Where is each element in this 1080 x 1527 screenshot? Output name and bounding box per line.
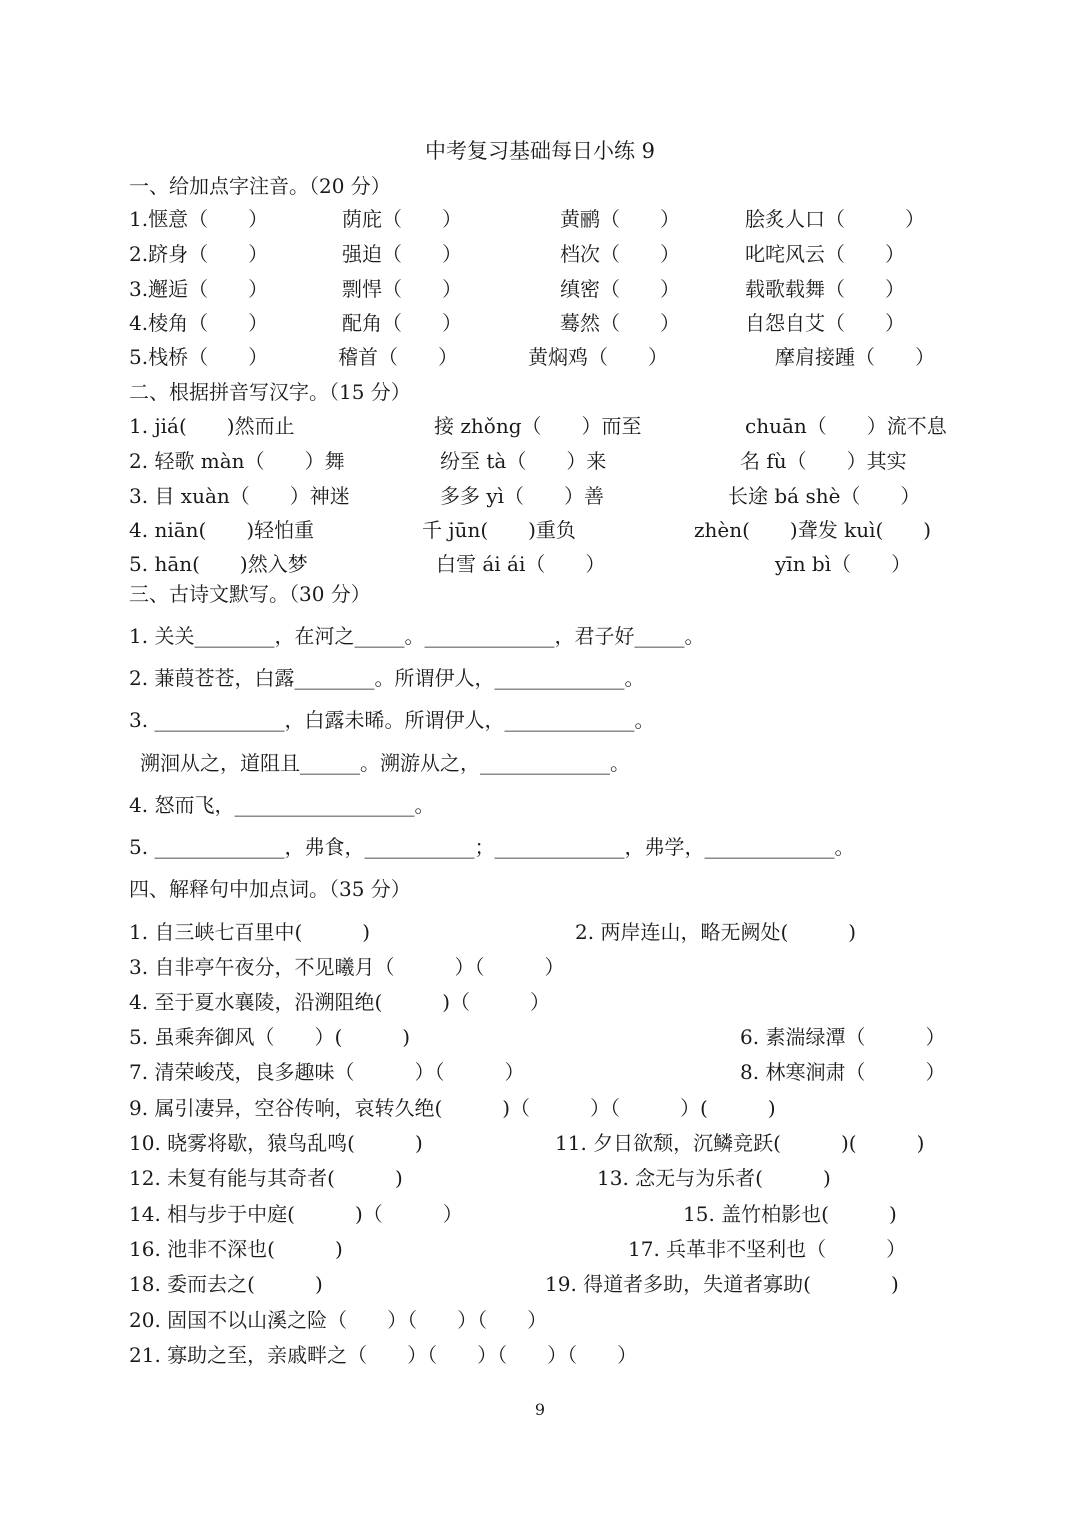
s4-item: 6. 素湍绿潭（ ） (740, 1025, 946, 1049)
s1-item: 黄鹂（ ） (560, 207, 680, 231)
s1-item: 档次（ ） (560, 242, 680, 266)
s2-item: 3. 目 xuàn（ ）神迷 (129, 484, 350, 508)
s2-row-2 (0, 445, 1080, 479)
s3-line-4 (0, 747, 1080, 781)
s4-row-5 (0, 1056, 1080, 1090)
s4-row-4 (0, 1021, 1080, 1055)
s2-item: 5. hān( )然入梦 (129, 552, 308, 576)
s4-item: 9. 属引凄异，空谷传响，哀转久绝( )（ ）（ ）( ) (129, 1096, 776, 1120)
s3-line-3 (0, 704, 1080, 738)
s3-line-2 (0, 662, 1080, 696)
s1-item: 脍炙人口（ ） (745, 207, 925, 231)
poem-fill-line: 5. _____________，弗食，___________；_____________，弗学，_____________。 (129, 835, 855, 859)
s1-item: 稽首（ ） (338, 345, 458, 369)
s1-item: 缜密（ ） (560, 277, 680, 301)
poem-fill-line: 2. 蒹葭苍苍，白露________。所谓伊人，_____________。 (129, 666, 645, 690)
page-number: 9 (534, 1400, 546, 1419)
section-2-heading: 二、根据拼音写汉字。（15 分） (129, 380, 411, 404)
s4-item: 16. 池非不深也( ) (129, 1237, 343, 1261)
s4-item: 5. 虽乘奔御风（ ）( ) (129, 1025, 411, 1049)
s4-row-6 (0, 1092, 1080, 1126)
s1-item: 荫庇（ ） (342, 207, 462, 231)
s1-item: 叱咤风云（ ） (745, 242, 905, 266)
s4-item: 13. 念无与为乐者( ) (597, 1166, 831, 1190)
s4-row-11 (0, 1268, 1080, 1302)
s2-item: 长途 bá shè（ ） (728, 484, 921, 508)
s4-item: 19. 得道者多助，失道者寡助( ) (545, 1272, 899, 1296)
s1-row-3 (0, 273, 1080, 307)
section-1-heading: 一、给加点字注音。（20 分） (129, 174, 391, 198)
s4-row-10 (0, 1233, 1080, 1267)
s1-item: 蓦然（ ） (560, 311, 680, 335)
s3-line-1 (0, 620, 1080, 654)
s4-row-13 (0, 1339, 1080, 1373)
s2-item: 千 jūn( )重负 (422, 518, 576, 542)
poem-fill-line: 1. 关关________，在河之_____。_____________，君子好_____。 (129, 624, 705, 648)
section-3-heading: 三、古诗文默写。（30 分） (129, 582, 371, 606)
s4-item: 10. 晓雾将歇，猿鸟乱鸣( ) (129, 1131, 423, 1155)
poem-fill-line: 4. 怒而飞，__________________。 (129, 793, 435, 817)
s2-row-5 (0, 548, 1080, 582)
poem-fill-line: 3. _____________，白露未晞。所谓伊人，_____________。 (129, 708, 655, 732)
s4-row-9 (0, 1198, 1080, 1232)
poem-fill-line: 溯洄从之，道阻且______。溯游从之，_____________。 (140, 751, 630, 775)
s1-item: 3.邂逅（ ） (129, 277, 269, 301)
s4-item: 12. 未复有能与其奇者( ) (129, 1166, 403, 1190)
s4-item: 1. 自三峡七百里中( ) (129, 920, 371, 944)
s4-row-2 (0, 951, 1080, 985)
s2-item: 纷至 tà（ ）来 (440, 449, 607, 473)
s4-row-8 (0, 1162, 1080, 1196)
s2-item: 2. 轻歌 màn（ ）舞 (129, 449, 345, 473)
s4-item: 3. 自非亭午夜分，不见曦月（ ）（ ） (129, 955, 565, 979)
s4-item: 21. 寡助之至，亲戚畔之（ ）（ ）（ ）（ ） (129, 1343, 638, 1367)
s1-row-4 (0, 307, 1080, 341)
s2-item: zhèn( )聋发 kuì( ) (694, 518, 932, 542)
s1-item: 4.棱角（ ） (129, 311, 269, 335)
s1-item: 自怨自艾（ ） (745, 311, 905, 335)
s4-item: 15. 盖竹柏影也( ) (683, 1202, 897, 1226)
s1-item: 剽悍（ ） (342, 277, 462, 301)
s1-row-2 (0, 238, 1080, 272)
s1-item: 配角（ ） (342, 311, 462, 335)
section-4-heading: 四、解释句中加点词。（35 分） (129, 877, 411, 901)
s1-item: 1.惬意（ ） (129, 207, 269, 231)
s2-row-4 (0, 514, 1080, 548)
s4-item: 8. 林寒涧肃（ ） (740, 1060, 946, 1084)
s1-item: 摩肩接踵（ ） (775, 345, 935, 369)
s2-item: 接 zhǒng（ ）而至 (434, 414, 642, 438)
s4-item: 2. 两岸连山，略无阙处( ) (575, 920, 857, 944)
s4-item: 20. 固国不以山溪之险（ ）（ ）（ ） (129, 1308, 548, 1332)
s4-row-12 (0, 1304, 1080, 1338)
s4-item: 17. 兵革非不坚利也（ ） (628, 1237, 907, 1261)
s2-item: chuān（ ）流不息 (745, 414, 947, 438)
page-title: 中考复习基础每日小练 9 (424, 139, 656, 163)
s4-item: 7. 清荣峻茂，良多趣味（ ）（ ） (129, 1060, 525, 1084)
s2-item: 名 fù（ ）其实 (740, 449, 907, 473)
s1-row-5 (0, 341, 1080, 375)
s1-item: 黄焖鸡（ ） (528, 345, 668, 369)
s2-item: 白雪 ái ái（ ） (436, 552, 606, 576)
s4-row-7 (0, 1127, 1080, 1161)
s4-item: 18. 委而去之( ) (129, 1272, 323, 1296)
s1-item: 强迫（ ） (342, 242, 462, 266)
s4-row-1 (0, 916, 1080, 950)
s3-line-5 (0, 789, 1080, 823)
s1-item: 5.栈桥（ ） (129, 345, 269, 369)
s4-item: 11. 夕日欲颓，沉鳞竞跃( )( ) (555, 1131, 925, 1155)
s4-row-3 (0, 986, 1080, 1020)
s1-item: 2.跻身（ ） (129, 242, 269, 266)
s1-item: 载歌载舞（ ） (745, 277, 905, 301)
s2-item: 多多 yì（ ）善 (440, 484, 605, 508)
s4-item: 14. 相与步于中庭( )（ ） (129, 1202, 463, 1226)
s1-row-1 (0, 203, 1080, 237)
s2-row-3 (0, 480, 1080, 514)
s2-row-1 (0, 410, 1080, 444)
s3-line-6 (0, 831, 1080, 865)
s2-item: 1. jiá( )然而止 (129, 414, 295, 438)
s2-item: yīn bì（ ） (775, 552, 912, 576)
s4-item: 4. 至于夏水襄陵，沿溯阻绝( )（ ） (129, 990, 551, 1014)
s2-item: 4. niān( )轻怕重 (129, 518, 315, 542)
